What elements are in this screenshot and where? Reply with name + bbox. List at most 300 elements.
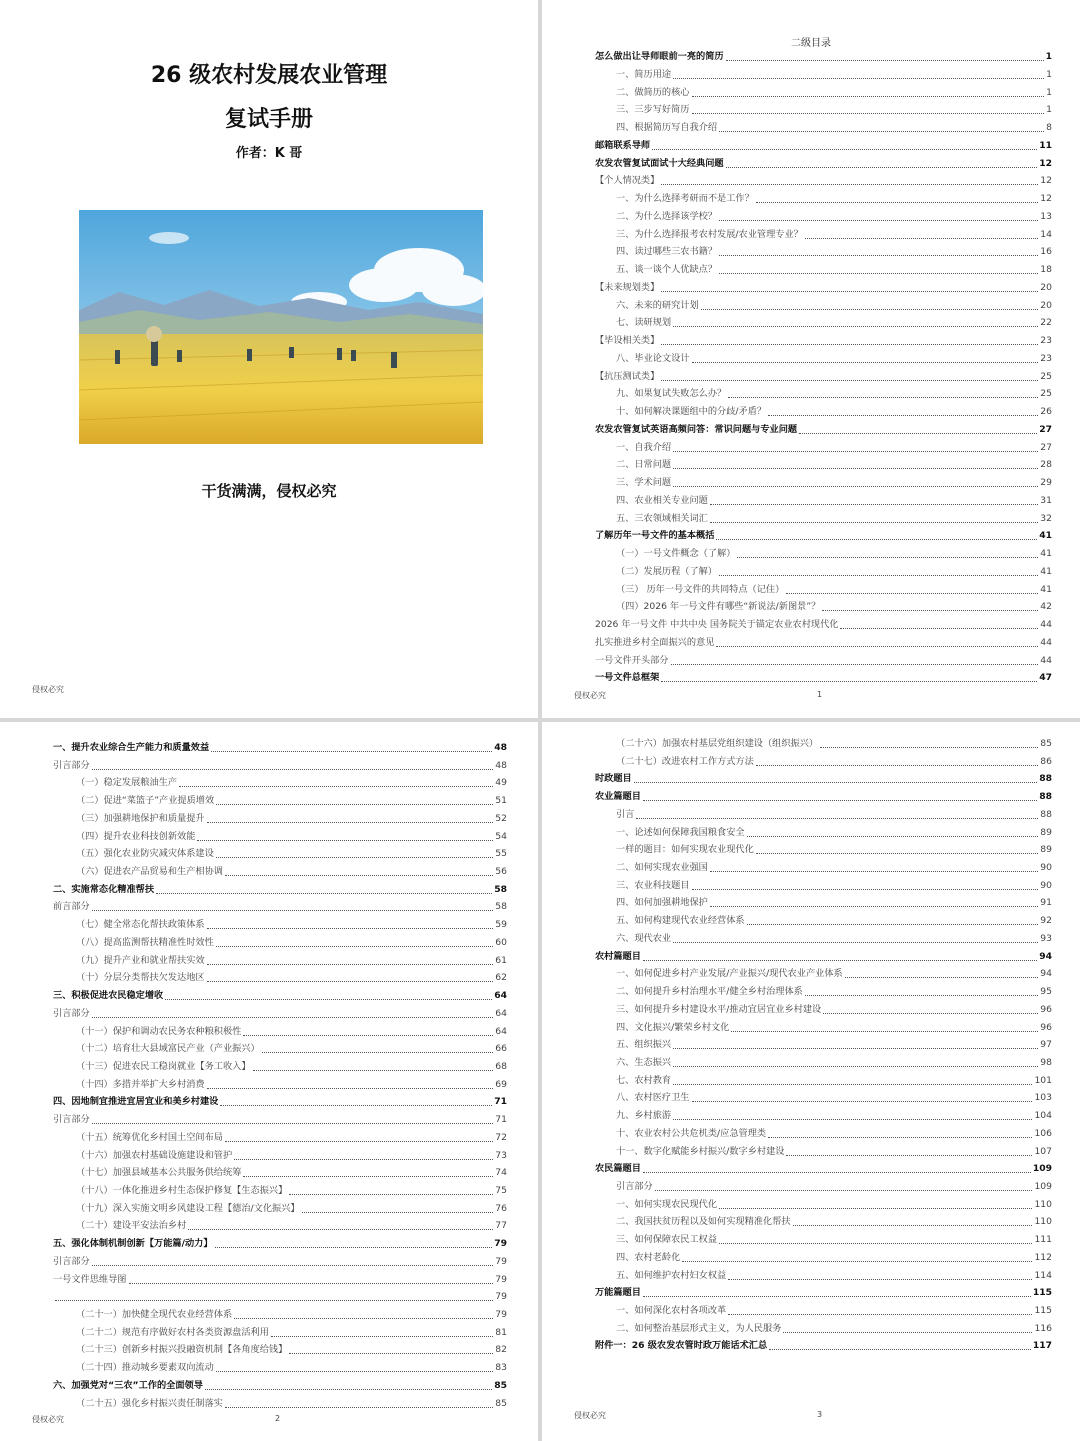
toc-entry[interactable] [616,458,1052,472]
toc-entry[interactable] [616,1251,1052,1265]
toc-entry[interactable] [616,1109,1052,1123]
toc-leader-dots [225,875,493,876]
toc-leader-dots [728,1279,1032,1280]
toc-entry-label: （十四）多措并举扩大乡村消费 [76,1078,205,1090]
toc-entry-label: （二十三）创新乡村振兴投融资机制【各角度给钱】 [76,1344,288,1356]
toc-leader-dots [92,769,494,770]
toc-entry-page: 64 [495,1025,507,1037]
toc-entry[interactable] [616,967,1052,981]
toc-entry-page: 25 [1040,370,1052,382]
toc-entry-page: 56 [495,866,507,878]
toc-leader-dots [719,255,1038,256]
toc-entry-label: 三、如何保障农民工权益 [616,1234,718,1246]
toc-entry[interactable] [53,1007,507,1021]
toc-leader-dots [719,131,1044,132]
toc-entry-page: 13 [1040,210,1052,222]
toc-entry-label: 时政题目 [595,773,632,785]
toc-leader-dots [92,1265,494,1266]
toc-leader-dots [710,871,1038,872]
toc-entry-label: 三、学术问题 [616,477,672,488]
toc-entry-label: 引言部分 [53,1007,90,1019]
toc-entry-page: 11 [1039,139,1052,151]
toc-leader-dots [799,433,1037,434]
toc-entry-page: 114 [1034,1269,1052,1281]
toc-leader-dots [756,765,1038,766]
toc-entry-page: 64 [495,1007,507,1019]
toc-entry[interactable] [616,1038,1052,1052]
toc-entry[interactable] [616,1180,1052,1194]
toc-entry[interactable] [76,1219,507,1233]
toc-entry[interactable] [76,847,507,861]
toc-entry-page: 54 [495,830,507,842]
toc-entry-page: 44 [1040,636,1052,648]
toc-entry-label: （四）2026 年一号文件有哪些“新说法/新图景”？ [616,601,821,613]
toc-entry-label: 五、组织振兴 [616,1039,672,1051]
toc-leader-dots [673,78,1044,79]
toc-entry-page: 115 [1032,1287,1052,1299]
toc-entry-label: 二、如何提升乡村治理水平/健全乡村治理体系 [616,986,803,998]
toc-entry-label: （九）提升产业和就业帮扶实效 [76,954,205,966]
toc-leader-dots [769,1349,1031,1350]
toc-entry[interactable] [616,808,1052,822]
toc-leader-dots [719,220,1038,221]
toc-entry-page: 86 [1040,755,1052,767]
toc-entry[interactable] [76,971,507,985]
toc-entry[interactable] [616,1198,1052,1212]
toc-entry[interactable] [595,423,1052,437]
toc-entry[interactable] [595,1339,1052,1353]
toc-entry-page: 64 [494,990,507,1002]
toc-leader-dots [289,1194,493,1195]
toc-entry-label: 八、农村医疗卫生 [616,1092,690,1104]
toc-entry[interactable] [616,103,1052,117]
toc-entry-label: 二、我国扶贫历程以及如何实现精准化帮扶 [616,1216,791,1228]
toc-entry-label: 二、做简历的核心 [616,86,690,98]
toc-entry[interactable] [53,759,507,773]
toc-leader-dots [710,906,1038,907]
toc-entry[interactable] [616,600,1052,614]
toc-entry[interactable] [76,794,507,808]
toc-entry[interactable] [595,281,1052,295]
toc-page-2 [0,722,538,1441]
toc-entry-page: 25 [1040,388,1052,400]
toc-entry-label: （八）提高监测帮扶精准性时效性 [76,936,214,948]
toc-entry[interactable] [76,1308,507,1322]
toc-entry[interactable] [616,914,1052,928]
toc-leader-dots [747,924,1039,925]
toc-entry[interactable] [595,334,1052,348]
toc-entry[interactable] [616,565,1052,579]
toc-entry[interactable] [53,1379,507,1393]
toc-entry-label: 十、农业农村公共危机类/应急管理类 [616,1127,767,1139]
toc-entry-page: 97 [1040,1039,1052,1051]
toc-entry[interactable] [76,1202,507,1216]
toc-leader-dots [215,1247,493,1248]
toc-leader-dots [243,1035,493,1036]
toc-entry[interactable] [616,1304,1052,1318]
toc-leader-dots [701,309,1039,310]
toc-entry[interactable] [53,883,507,897]
toc-entry[interactable] [53,1290,507,1304]
toc-leader-dots [302,1212,494,1213]
toc-entry[interactable] [616,192,1052,206]
toc-entry-page: 76 [495,1202,507,1214]
toc-entry[interactable] [76,812,507,826]
toc-entry-label: 九、如果复试失败怎么办？ [616,388,727,400]
toc-entry-page: 23 [1040,352,1052,364]
toc-entry[interactable] [616,1269,1052,1283]
toc-entry-page: 41 [1040,583,1052,595]
toc-leader-dots [188,1229,493,1230]
toc-entry[interactable] [53,1273,507,1287]
toc-entry[interactable] [76,1184,507,1198]
toc-leader-dots [207,1088,494,1089]
toc-entry[interactable] [76,1078,507,1092]
toc-entry[interactable] [616,1215,1052,1229]
toc-entry-page: 104 [1034,1110,1052,1122]
toc-entry-page: 109 [1032,1163,1052,1175]
toc-entry[interactable] [595,772,1052,786]
toc-entry-page: 44 [1040,654,1052,666]
toc-entry[interactable] [616,387,1052,401]
toc-entry[interactable] [595,529,1052,543]
toc-entry-label: 一、自我介绍 [616,441,672,453]
toc-leader-dots [207,981,494,982]
toc-entry-page: 1 [1045,51,1052,62]
toc-entry-page: 41 [1040,565,1052,577]
toc-entry[interactable] [53,989,507,1003]
toc-entry-page: 83 [495,1362,507,1374]
toc-leader-dots [786,593,1038,594]
toc-leader-dots [728,397,1038,398]
toc-leader-dots [737,557,1038,558]
toc-leader-dots [673,1119,1032,1120]
toc-entry-label: 一、简历用途 [616,68,672,80]
toc-entry[interactable] [616,1003,1052,1017]
toc-entry-label: （十七）加强县域基本公共服务供给统筹 [76,1167,242,1179]
toc-entry-label: 四、因地制宜推进宜居宜业和美乡村建设 [53,1096,219,1108]
toc-entry[interactable] [616,86,1052,100]
toc-entry-page: 68 [495,1060,507,1072]
toc-entry-page: 88 [1039,773,1052,785]
toc-entry[interactable] [595,1162,1052,1176]
toc-entry[interactable] [616,861,1052,875]
toc-entry-page: 71 [494,1096,507,1108]
toc-entry[interactable] [616,210,1052,224]
toc-entry-page: 27 [1040,441,1052,453]
toc-entry[interactable] [53,1237,507,1251]
toc-entry-label: （四）提升农业科技创新效能 [76,830,196,842]
cover-author: 作者：K 哥 [235,146,303,161]
page-number: 1 [817,690,823,699]
toc-entry-page: 1 [1046,68,1052,80]
toc-entry[interactable] [616,985,1052,999]
toc-entry[interactable] [76,865,507,879]
toc-entry-page: 82 [495,1344,507,1356]
toc-leader-dots [92,1017,494,1018]
toc-entry-page: 60 [495,936,507,948]
toc-entry-page: 96 [1040,1003,1052,1015]
toc-entry-page: 79 [495,1273,507,1285]
toc-entry-label: （十三）促进农民工稳岗就业【务工收入】 [76,1060,251,1072]
toc-entry[interactable] [76,1025,507,1039]
toc-entry[interactable] [595,790,1052,804]
toc-entry-label: 二、实施常态化精准帮扶 [53,883,155,895]
toc-entry[interactable] [616,1074,1052,1088]
toc-entry[interactable] [616,476,1052,490]
toc-leader-dots [756,202,1038,203]
toc-entry-label: 农发农管复试英语高频问答：常识问题与专业问题 [595,423,798,435]
toc-entry[interactable] [616,932,1052,946]
toc-entry-label: 四、如何加强耕地保护 [616,897,708,909]
toc-leader-dots [655,1190,1033,1191]
toc-leader-dots [179,786,493,787]
toc-entry[interactable] [76,830,507,844]
toc-entry-label: 三、如何提升乡村建设水平/推动宜居宜业乡村建设 [616,1003,822,1015]
toc-entry-page: 55 [495,848,507,860]
toc-entry[interactable] [616,68,1052,82]
toc-entry-page: 49 [495,777,507,789]
toc-entry[interactable] [616,299,1052,313]
toc-entry[interactable] [616,245,1052,259]
toc-entry-page: 79 [495,1291,507,1303]
toc-entry-label: 二、日常问题 [616,459,672,471]
toc-entry[interactable] [76,1326,507,1340]
toc-entry[interactable] [53,1095,507,1109]
toc-leader-dots [643,1172,1031,1173]
toc-leader-dots [671,664,1039,665]
toc-entry[interactable] [53,741,507,755]
toc-entry-page: 107 [1034,1145,1052,1157]
toc-leader-dots [216,857,493,858]
toc-entry[interactable] [76,1042,507,1056]
toc-entry-page: 26 [1040,406,1052,417]
toc-entry[interactable] [616,1021,1052,1035]
toc-entry[interactable] [595,174,1052,188]
toc-entry[interactable] [616,352,1052,366]
toc-entry[interactable] [616,1233,1052,1247]
toc-entry[interactable] [76,776,507,790]
toc-leader-dots [271,1336,493,1337]
toc-leader-dots [726,60,1044,61]
toc-entry-page: 66 [495,1043,507,1055]
toc-leader-dots [768,415,1038,416]
toc-leader-dots [92,910,494,911]
toc-leader-dots [205,1389,492,1390]
toc-entry-label: 一、如何深化农村各项改革 [616,1305,727,1317]
toc-leader-dots [719,1243,1032,1244]
toc-entry[interactable] [76,936,507,950]
toc-entry-label: 三、农业科技题目 [616,879,690,891]
toc-entry[interactable] [616,896,1052,910]
toc-entry[interactable] [76,918,507,932]
toc-entry-page: 51 [495,795,507,807]
toc-entry[interactable] [76,1060,507,1074]
toc-entry[interactable] [616,1056,1052,1070]
toc-entry-label: 六、未来的研究计划 [616,299,699,311]
toc-entry-page: 41 [1039,530,1052,542]
toc-entry-label: （二十四）推动城乡要素双向流动 [76,1362,214,1374]
toc-entry[interactable] [616,316,1052,330]
toc-entry-label: （二十七）改进农村工作方式方法 [616,755,754,767]
toc-entry-page: 1 [1046,86,1052,98]
toc-leader-dots [234,1318,493,1319]
toc-entry[interactable] [616,547,1052,561]
toc-leader-dots [673,942,1038,943]
toc-entry-label: （一）稳定发展粮油生产 [76,777,178,789]
toc-entry-page: 58 [495,901,507,913]
toc-entry-page: 16 [1040,246,1052,258]
toc-entry-page: 92 [1040,915,1052,927]
toc-entry[interactable] [595,618,1052,632]
toc-entry[interactable] [76,954,507,968]
toc-entry-label: （二）发展历程（了解） [616,565,718,577]
toc-leader-dots [822,610,1038,611]
toc-entry-label: （二十二）规范有序做好农村各类资源盘活利用 [76,1326,269,1338]
toc-entry-page: 115 [1034,1305,1052,1317]
toc-entry-page: 29 [1040,477,1052,488]
toc-entry[interactable] [53,900,507,914]
toc-leader-dots [728,1314,1032,1315]
toc-entry[interactable] [595,671,1052,685]
cover-subtitle: 复试手册 [224,107,313,132]
toc-entry-label: 扎实推进乡村全面振兴的意见 [595,636,715,648]
toc-entry-label: 一号文件开头部分 [595,654,669,666]
toc-leader-dots [661,344,1038,345]
toc-entry[interactable] [595,950,1052,964]
toc-entry[interactable] [76,1131,507,1145]
toc-entry[interactable] [595,370,1052,384]
toc-entry[interactable] [616,121,1052,135]
toc-leader-dots [805,238,1038,239]
toc-leader-dots [692,113,1045,114]
toc-leader-dots [673,1048,1038,1049]
toc-entry[interactable] [616,843,1052,857]
toc-entry-label: 六、加强党对“三农”工作的全面领导 [53,1379,203,1391]
toc-entry-label: 邮箱联系导师 [595,139,651,151]
toc-entry-label: 引言部分 [53,759,90,771]
toc-leader-dots [243,1176,493,1177]
cover-slogan: 干货满满，侵权必究 [201,482,337,500]
toc-entry-page: 91 [1040,897,1052,909]
toc-entry-label: 怎么做出让导师眼前一亮的简历 [595,51,724,62]
toc-entry-page: 81 [495,1326,507,1338]
toc-entry-page: 88 [1040,808,1052,820]
toc-entry[interactable] [616,826,1052,840]
toc-entry[interactable] [616,1091,1052,1105]
toc-entry-page: 109 [1034,1181,1052,1192]
toc-entry[interactable] [595,139,1052,153]
toc-leader-dots [652,149,1037,150]
toc-leader-dots [661,291,1038,292]
toc-entry-page: 73 [495,1149,507,1161]
toc-entry-page: 62 [495,972,507,984]
toc-entry-page: 110 [1034,1216,1052,1228]
toc-entry-label: 四、根据简历写自我介绍 [616,122,718,133]
toc-entry-label: 六、现代农业 [616,932,672,944]
toc-entry-label: 七、农村教育 [616,1074,672,1086]
toc-leader-dots [786,1155,1032,1156]
toc-entry[interactable] [616,879,1052,893]
toc-entry[interactable] [76,1149,507,1163]
toc-leader-dots [636,818,1038,819]
toc-entry[interactable] [76,1166,507,1180]
toc-leader-dots [719,273,1038,274]
toc-entry[interactable] [616,1145,1052,1159]
toc-entry-page: 72 [495,1131,507,1143]
toc-entry-page: 44 [1040,619,1052,630]
toc-leader-dots [165,999,492,1000]
toc-entry[interactable] [616,1127,1052,1141]
toc-leader-dots [692,96,1045,97]
toc-entry[interactable] [53,1113,507,1127]
toc-entry[interactable] [616,228,1052,242]
toc-entry[interactable] [616,755,1052,769]
toc-entry-page: 89 [1040,826,1052,838]
toc-entry-page: 85 [1040,738,1052,749]
toc-entry[interactable] [76,1397,507,1411]
cover-title: 26 级农村发展农业管理 [150,63,388,88]
toc-entry[interactable] [616,263,1052,277]
toc-entry-page: 111 [1034,1234,1052,1246]
toc-leader-dots [820,747,1038,748]
toc-leader-dots [207,964,494,965]
toc-entry[interactable] [595,50,1052,64]
toc-entry-page: 90 [1040,879,1052,891]
toc-leader-dots [710,504,1038,505]
toc-entry[interactable] [53,1255,507,1269]
toc-entry[interactable] [616,512,1052,526]
toc-entry-label: 五、谈一谈个人优缺点？ [616,264,718,275]
toc-entry-label: 农发农管复试面试十大经典问题 [595,157,724,169]
toc-entry-label: 前言部分 [53,901,90,913]
toc-entry[interactable] [616,494,1052,508]
toc-entry[interactable] [616,1322,1052,1336]
toc-entry-label: （二十）建设平安法治乡村 [76,1220,187,1232]
toc-entry[interactable] [616,583,1052,597]
toc-entry-label: 九、乡村旅游 [616,1110,672,1122]
toc-entry[interactable] [76,1361,507,1375]
toc-entry-label: 一、如何促进乡村产业发展/产业振兴/现代农业产业体系 [616,968,843,980]
toc-entry[interactable] [595,1286,1052,1300]
toc-entry-label: （十）分层分类帮扶欠发达地区 [76,972,205,984]
toc-leader-dots [682,1261,1032,1262]
toc-entry-page: 18 [1040,264,1052,275]
toc-entry-label: 七、读研规划 [616,317,672,329]
toc-entry-page: 106 [1034,1127,1052,1139]
toc-entry[interactable] [616,405,1052,419]
toc-entry-label: 附件一：26 级农发农管时政万能话术汇总 [595,1340,768,1352]
toc-entry-label: （十二）培育壮大县域富民产业（产业振兴） [76,1043,260,1055]
toc-entry-page: 32 [1040,512,1052,524]
toc-entry[interactable] [76,1343,507,1357]
toc-entry-label: （五）强化农业防灾减灾体系建设 [76,848,214,860]
toc-entry[interactable] [595,654,1052,668]
toc-entry-label: （一）一号文件概念（了解） [616,548,736,559]
toc-entry-page: 12 [1040,193,1052,204]
cover-page [0,0,538,718]
toc-entry[interactable] [616,441,1052,455]
toc-entry-page: 117 [1032,1340,1052,1352]
toc-entry-page: 23 [1040,335,1052,346]
toc-entry[interactable] [616,737,1052,751]
toc-entry[interactable] [595,157,1052,171]
page-footer: 侵权必究 [32,685,64,694]
toc-entry-label: 引言 [616,808,635,820]
toc-leader-dots [197,840,493,841]
toc-entry[interactable] [595,636,1052,650]
toc-entry-label: 引言部分 [53,1255,90,1267]
